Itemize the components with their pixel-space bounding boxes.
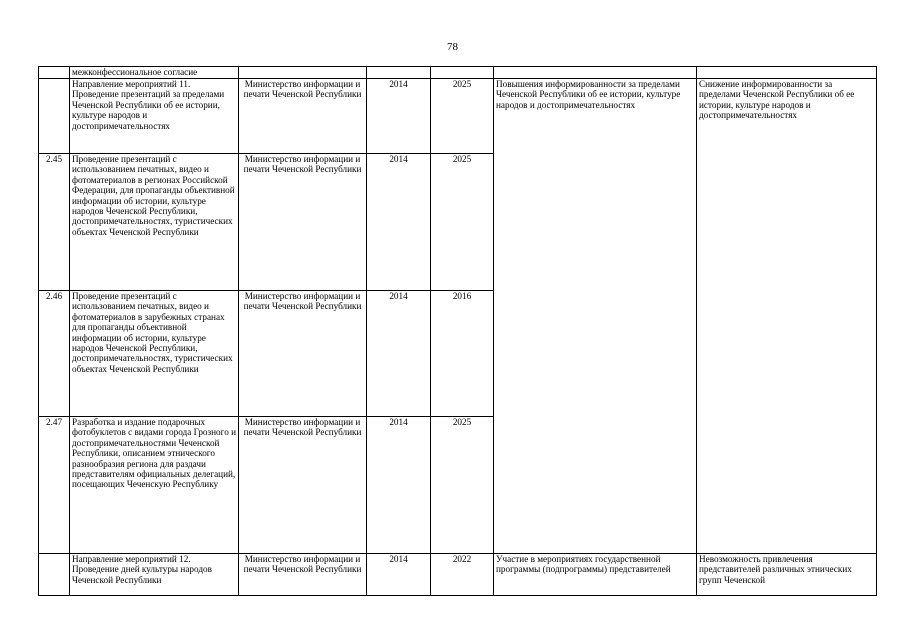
row-number	[39, 67, 70, 79]
end-year: 2025	[431, 79, 494, 154]
start-year: 2014	[367, 154, 431, 291]
program-activities-table	[38, 66, 877, 596]
row-number	[39, 79, 70, 154]
table-row	[39, 67, 877, 79]
activity-name: межконфессиональное согласие	[70, 67, 239, 79]
end-year: 2025	[431, 417, 494, 554]
end-year: 2016	[431, 291, 494, 417]
expected-result	[494, 67, 697, 79]
expected-result: Участие в мероприятиях государственной программы (подпрограммы) представителей	[494, 554, 697, 596]
executor	[239, 67, 367, 79]
page-number: 78	[447, 41, 458, 53]
activity-name: Проведение презентаций с использованием печатных, видео и фотоматериалов в зарубежных странах для пропаганды объективной информации об истории, культуре народов Чеченской Республики, достопримечательностях, туристических объектах Чеченской Республики	[70, 291, 239, 417]
activity-name: Направление мероприятий 12. Проведение дней культуры народов Чеченской Республики	[70, 554, 239, 596]
table-row	[39, 554, 877, 596]
start-year: 2014	[367, 554, 431, 596]
end-year: 2022	[431, 554, 494, 596]
executor: Министерство информации и печати Чеченской Республики	[239, 79, 367, 154]
expected-result: Повышения информированности за пределами Чеченской Республики об ее истории, культуре народов и достопримечательностях	[494, 79, 697, 554]
executor: Министерство информации и печати Чеченской Республики	[239, 291, 367, 417]
row-number: 2.47	[39, 417, 70, 554]
row-number	[39, 554, 70, 596]
executor: Министерство информации и печати Чеченской Республики	[239, 154, 367, 291]
end-year	[431, 67, 494, 79]
start-year	[367, 67, 431, 79]
row-number: 2.46	[39, 291, 70, 417]
end-year: 2025	[431, 154, 494, 291]
start-year: 2014	[367, 417, 431, 554]
start-year: 2014	[367, 291, 431, 417]
activity-name: Разработка и издание подарочных фотобуклетов с видами города Грозного и достопримечательностями Чеченской Республики, описанием этнического разнообразия региона для раздачи представителям официальных делегаций, посещающих Чеченскую Республику	[70, 417, 239, 554]
table-row	[39, 79, 877, 154]
start-year: 2014	[367, 79, 431, 154]
activity-name: Проведение презентаций с использованием печатных, видео и фотоматериалов в регионах Российской Федерации, для пропаганды объективной информации об истории, культуре народов Чеченской Республики, достопримечательностях, туристических объектах Чеченской Республики	[70, 154, 239, 291]
consequences: Снижение информированности за пределами Чеченской Республики об ее истории, культуре народов и достопримечательностях	[697, 79, 877, 554]
row-number: 2.45	[39, 154, 70, 291]
activity-name: Направление мероприятий 11. Проведение презентаций за пределами Чеченской Республики об ее истории, культуре народов и достопримечательностях	[70, 79, 239, 154]
consequences: Невозможность привлечения представителей различных этнических групп Чеченской	[697, 554, 877, 596]
executor: Министерство информации и печати Чеченской Республики	[239, 554, 367, 596]
executor: Министерство информации и печати Чеченской Республики	[239, 417, 367, 554]
consequences	[697, 67, 877, 79]
